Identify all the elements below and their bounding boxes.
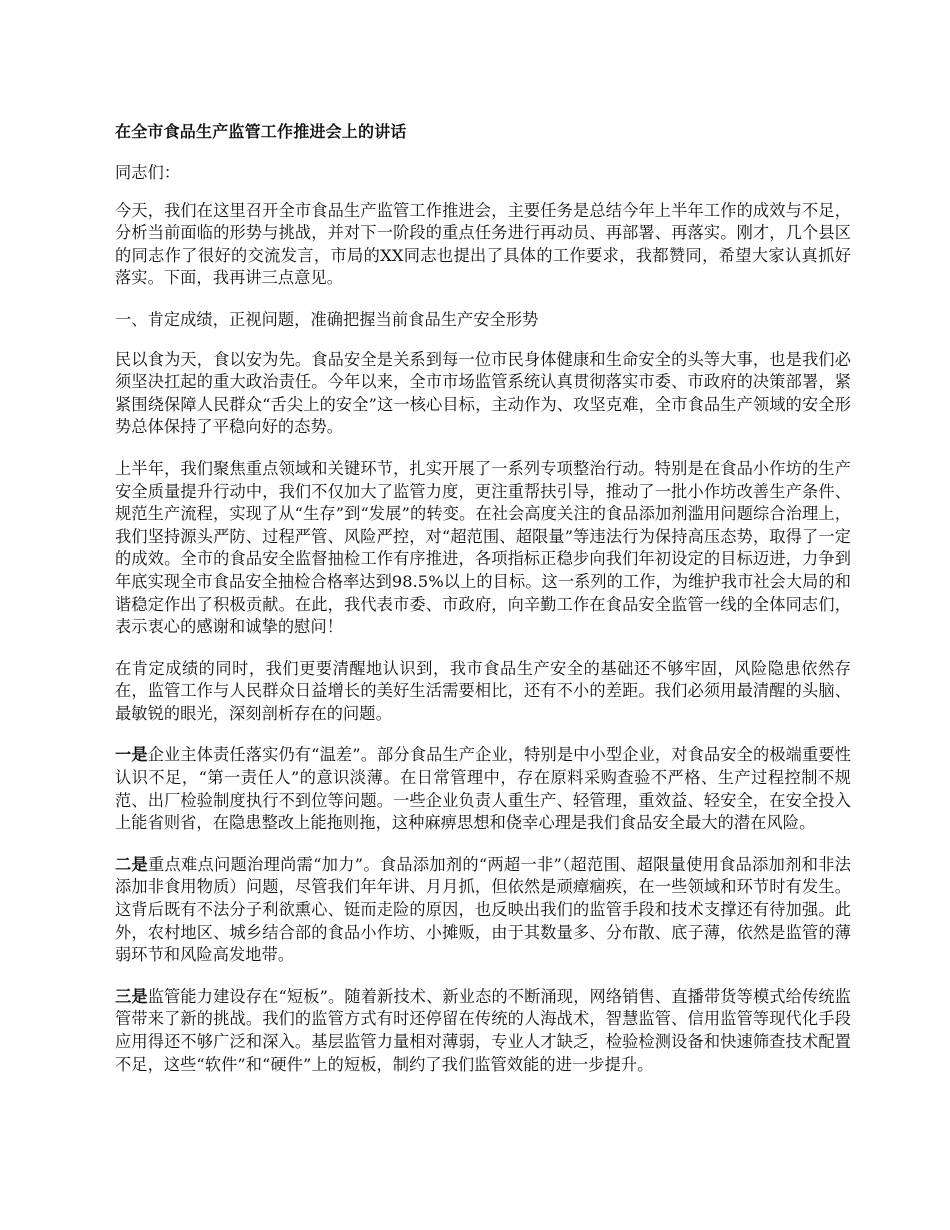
point-1-text: 企业主体责任落实仍有“温差”。部分食品生产企业，特别是中小型企业，对食品安全的极端重要性认识不足，“第一责任人”的意识淡薄。在日常管理中，存在原料采购查验不严格、生产过程控制不规范、出厂检验制度执行不到位等问题。一些企业负责人重生产、轻管理，重效益、轻安全，在安全投入上能省则省，在隐患整改上能拖则拖，这种麻痹思想和侥幸心理是我们食品安全最大的潜在风险。: [115, 745, 852, 833]
paragraph-2: 上半年，我们聚焦重点领域和关键环节，扎实开展了一系列专项整治行动。特别是在食品小作坊的生产安全质量提升行动中，我们不仅加大了监管力度，更注重帮扶引导，推动了一批小作坊改善生产条件、规范生产流程，实现了从“生存”到“发展”的转变。在社会高度关注的食品添加剂滥用问题综合治理上，我们坚持源头严防、过程严管、风险严控，对“超范围、超限量”等违法行为保持高压态势，取得了一定的成效。全市的食品安全监督抽检工作有序推进，各项指标正稳步向我们年初设定的目标迈进，力争到年底实现全市食品安全抽检合格率达到98.5%以上的目标。这一系列的工作，为维护我市社会大局的和谐稳定作出了积极贡献。在此，我代表市委、市政府，向辛勤工作在食品安全监管一线的全体同志们，表示衷心的感谢和诚挚的慰问！: [115, 458, 851, 637]
document-page: [115, 120, 851, 1095]
paragraph-1: 民以食为天，食以安为先。食品安全是关系到每一位市民身体健康和生命安全的头等大事，也是我们必须坚决扛起的重大政治责任。今年以来，全市市场监管系统认真贯彻落实市委、市政府的决策部署，紧紧围绕保障人民群众“舌尖上的安全”这一核心目标，主动作为、攻坚克难，全市食品生产领域的安全形势总体保持了平稳向好的态势。: [115, 349, 851, 437]
point-3-text: 监管能力建设存在“短板”。随着新技术、新业态的不断涌现，网络销售、直播带货等模式给传统监管带来了新的挑战。我们的监管方式有时还停留在传统的人海战术，智慧监管、信用监管等现代化手段应用得还不够广泛和深入。基层监管力量相对薄弱，专业人才缺乏，检验检测设备和快速筛查技术配置不足，这些“软件”和“硬件”上的短板，制约了我们监管效能的进一步提升。: [115, 986, 852, 1074]
paragraph-3: 在肯定成绩的同时，我们更要清醒地认识到，我市食品生产安全的基础还不够牢固，风险隐患依然存在，监管工作与人民群众日益增长的美好生活需要相比，还有不小的差距。我们必须用最清醒的头脑、最敏锐的眼光，深刻剖析存在的问题。: [115, 658, 851, 723]
point-2-paragraph: [115, 854, 851, 967]
point-3-paragraph: [115, 986, 851, 1076]
section-heading-1: 一、肯定成绩，正视问题，准确把握当前食品生产安全形势: [115, 309, 539, 329]
point-2-lead: 二是: [115, 854, 149, 874]
point-1-lead: 一是: [115, 745, 148, 765]
point-1-paragraph: [115, 744, 851, 834]
point-2-text: 重点难点问题治理尚需“加力”。食品添加剂的“两超一非”（超范围、超限量使用食品添加剂和非法添加非食用物质）问题，尽管我们年年讲、月月抓，但依然是顽瘴痼疾，在一些领域和环节时有发生。这背后既有不法分子利欲熏心、铤而走险的原因，也反映出我们的监管手段和技术支撑还有待加强。此外，农村地区、城乡结合部的食品小作坊、小摊贩，由于其数量多、分布散、底子薄，依然是监管的薄弱环节和风险高发地带。: [115, 854, 852, 965]
point-3-lead: 三是: [115, 986, 148, 1006]
greeting: 同志们：: [115, 163, 181, 182]
document-title: 在全市食品生产监管工作推进会上的讲话: [115, 122, 407, 141]
intro-paragraph: 今天，我们在这里召开全市食品生产监管工作推进会，主要任务是总结今年上半年工作的成效与不足，分析当前面临的形势与挑战，并对下一阶段的重点任务进行再动员、再部署、再落实。刚才，几个县区的同志作了很好的交流发言，市局的XX同志也提出了具体的工作要求，我都赞同，希望大家认真抓好落实。下面，我再讲三点意见。: [115, 200, 851, 288]
